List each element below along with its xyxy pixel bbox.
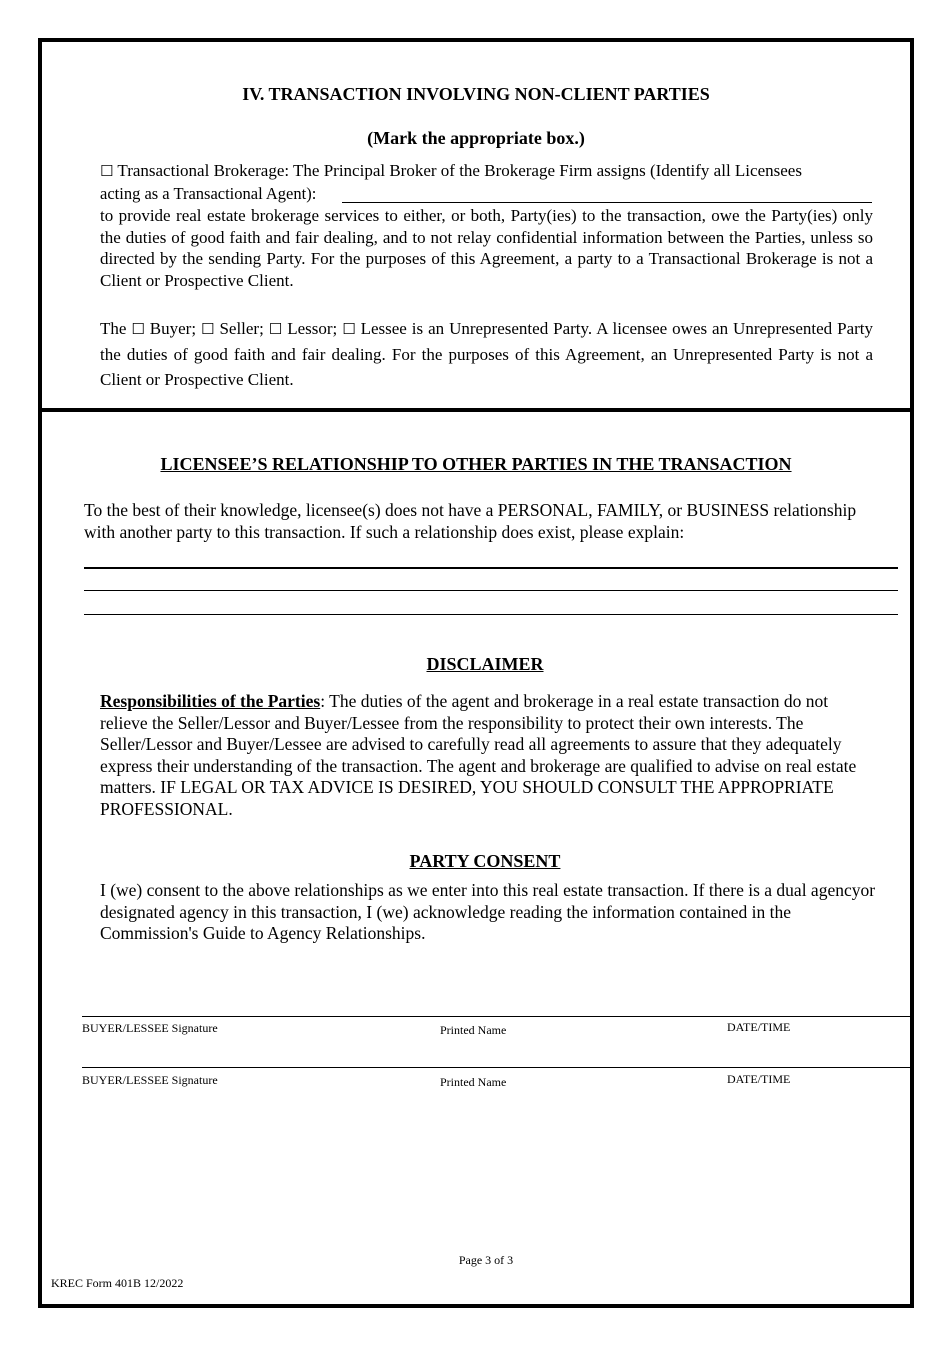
section-title: IV. TRANSACTION INVOLVING NON-CLIENT PARTIES (242, 84, 710, 104)
disclaimer-lead: Responsibilities of the Parties (100, 691, 321, 711)
date-label-1: DATE/TIME (727, 1020, 791, 1034)
explain-line-1[interactable] (84, 567, 898, 569)
disclaimer-title: DISCLAIMER (426, 654, 544, 674)
unrepresented-party-option: The ☐ Buyer; ☐ Seller; ☐ Lessor; ☐ Lessee is an Unrepresented Party. A licensee owes an Unrepresented Party the duties of good faith and fair dealing. For the purposes of this Agreement, an Unrepresented Party is not a Client or Prospective Client. (100, 319, 874, 389)
section-subtitle: (Mark the appropriate box.) (367, 128, 585, 148)
form-frame (38, 38, 914, 1308)
tb-line2: acting as a Transactional Agent): (100, 184, 317, 203)
relationship-body: To the best of their knowledge, licensee(s) does not have a PERSONAL, FAMILY, or BUSINESS relationship with another party to this transaction. If such a relationship does exist, please explain: (84, 500, 857, 542)
buyer-checkbox[interactable]: ☐ (131, 320, 145, 338)
transactional-agent-field[interactable] (342, 202, 872, 203)
tb-line1: Transactional Brokerage: The Principal Broker of the Brokerage Firm assigns (Identify all Licensees (117, 161, 802, 180)
section-divider (42, 408, 910, 412)
date-label-2: DATE/TIME (727, 1072, 791, 1086)
form-id: KREC Form 401B 12/2022 (51, 1276, 184, 1290)
signature-label-2: BUYER/LESSEE Signature (82, 1073, 218, 1087)
explain-line-3[interactable] (84, 614, 898, 615)
printed-name-label-2: Printed Name (440, 1075, 507, 1089)
printed-name-label-1: Printed Name (440, 1023, 507, 1037)
signature-line-1[interactable] (82, 1016, 912, 1017)
consent-title: PARTY CONSENT (409, 851, 561, 871)
tb-body: to provide real estate brokerage services to either, or both, Party(ies) to the transaction, owe the Party(ies) only the duties of good faith and fair dealing, and to not relay confidential information between the Parties, unless so directed by the sending Party. For the purposes of this Agreement, a party to a Transactional Brokerage is not a Client or Prospective Client. (100, 206, 873, 290)
page-number: Page 3 of 3 (458, 1253, 514, 1267)
lessee-checkbox[interactable]: ☐ (342, 320, 356, 338)
signature-line-2[interactable] (82, 1067, 912, 1068)
signature-label-1: BUYER/LESSEE Signature (82, 1021, 218, 1035)
relationship-title: LICENSEE’S RELATIONSHIP TO OTHER PARTIES IN THE TRANSACTION (160, 454, 792, 474)
transactional-brokerage-option (100, 160, 875, 182)
disclaimer-body: Responsibilities of the Parties: The duties of the agent and brokerage in a real estate transaction do not relieve the Seller/Lessor and Buyer/Lessee from the responsibility to protect their own interests. The Seller/Lessor and Buyer/Lessee are advised to carefully read all agreements to assure that they adequately express their understanding of the transaction. The agent and brokerage are qualified to advise on real estate matters. IF LEGAL OR TAX ADVICE IS DESIRED, YOU SHOULD CONSULT THE APPROPRIATE PROFESSIONAL. (100, 691, 857, 819)
seller-checkbox[interactable]: ☐ (201, 320, 215, 338)
consent-body: I (we) consent to the above relationships as we enter into this real estate transaction. If there is a dual agencyor designated agency in this transaction, I (we) acknowledge reading the information contained in the Commission's Guide to Agency Relationships. (100, 880, 876, 943)
transactional-brokerage-checkbox[interactable]: ☐ (100, 162, 114, 180)
lessor-checkbox[interactable]: ☐ (268, 320, 283, 338)
explain-line-2[interactable] (84, 590, 898, 591)
